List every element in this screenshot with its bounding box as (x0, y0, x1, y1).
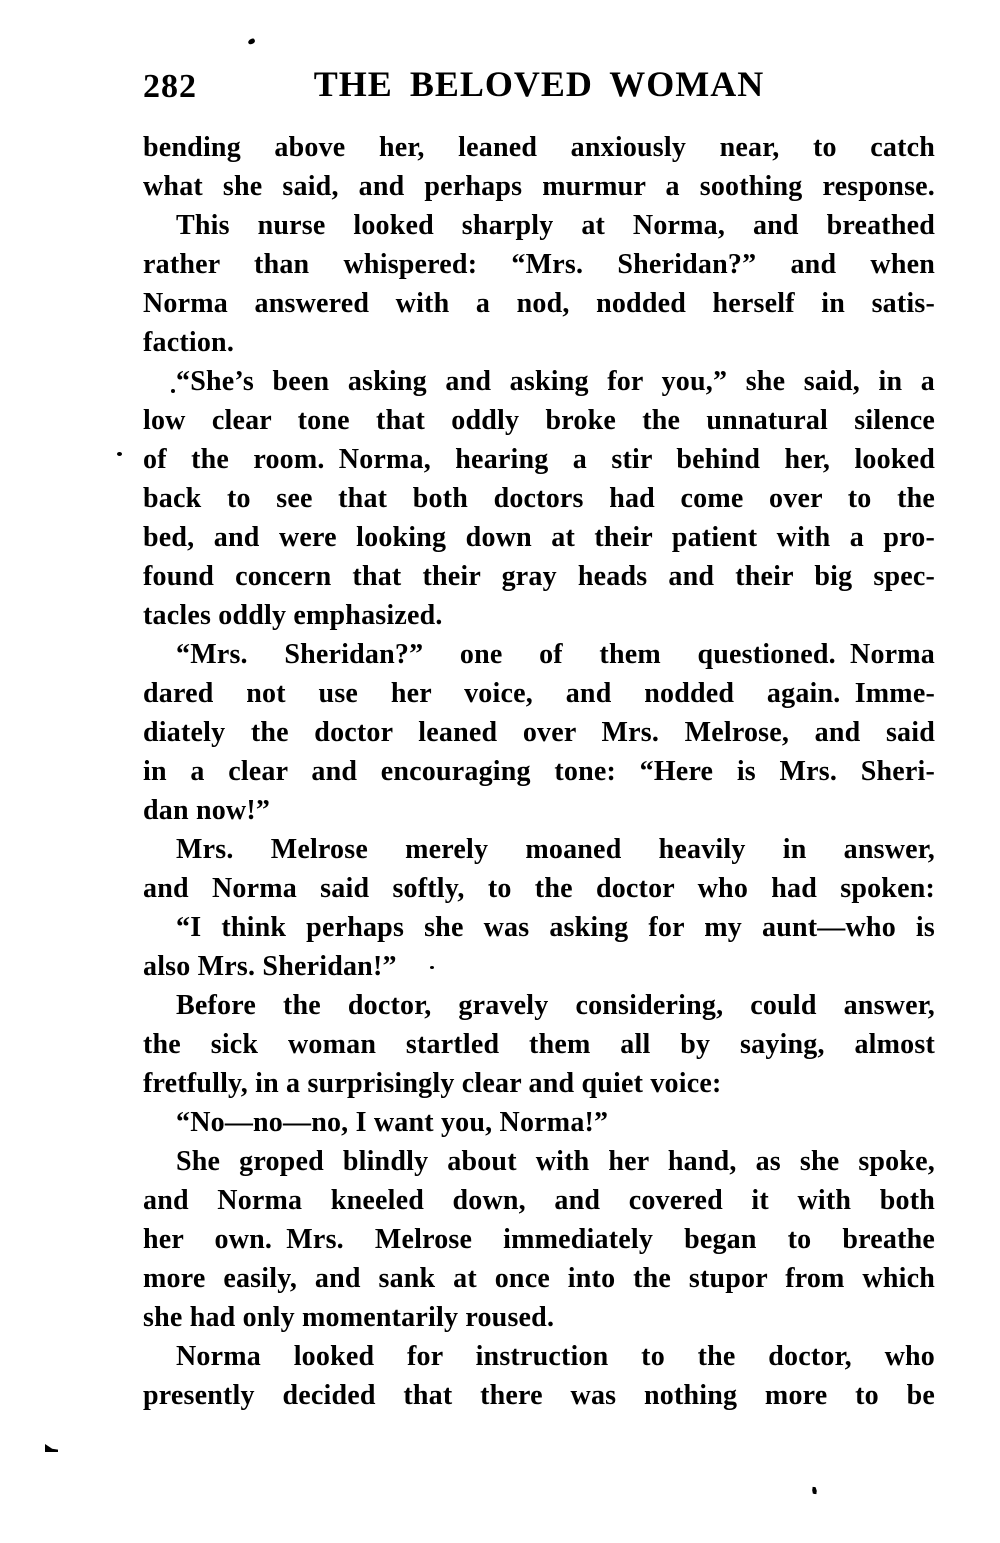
ink-speck (430, 966, 434, 969)
page-number: 282 (143, 68, 197, 105)
text-line: her own. Mrs. Melrose immediately began to breathe (143, 1224, 935, 1255)
text-line: Mrs. Melrose merely moaned heavily in answer, (176, 834, 935, 865)
page-header (143, 66, 935, 106)
text-line: rather than whispered: “Mrs. Sheridan?” and when (143, 249, 935, 280)
text-line: in a clear and encouraging tone: “Here is Mrs. Sheri- (143, 756, 935, 787)
ink-speck (45, 1444, 58, 1452)
text-line: “She’s been asking and asking for you,” she said, in a (176, 366, 935, 397)
text-line: and Norma kneeled down, and covered it with both (143, 1185, 935, 1216)
text-line: tacles oddly emphasized. (143, 600, 443, 631)
text-line: dared not use her voice, and nodded again. Imme- (143, 678, 935, 709)
ink-speck (247, 38, 255, 45)
text-line: low clear tone that oddly broke the unnatural silence (143, 405, 935, 436)
ink-speck (171, 389, 175, 393)
ink-speck (811, 1487, 817, 1495)
running-title: THE BELOVED WOMAN (313, 64, 765, 104)
text-line: of the room. Norma, hearing a stir behind her, looked (143, 444, 935, 475)
text-line: found concern that their gray heads and their big spec- (143, 561, 935, 592)
text-line: dan now!” (143, 795, 271, 826)
text-block (143, 128, 935, 1415)
text-line: she had only momentarily roused. (143, 1302, 555, 1333)
ink-speck (117, 452, 122, 456)
text-line: also Mrs. Sheridan!” (143, 951, 397, 982)
text-line: Norma answered with a nod, nodded herself in satis- (143, 288, 935, 319)
text-line: more easily, and sank at once into the stupor from which (143, 1263, 935, 1294)
text-line: the sick woman startled them all by saying, almost (143, 1029, 935, 1060)
text-line: “I think perhaps she was asking for my aunt—who is (176, 912, 935, 943)
text-line: Norma looked for instruction to the doctor, who (176, 1341, 935, 1372)
text-line: This nurse looked sharply at Norma, and breathed (176, 210, 935, 241)
text-line: “Mrs. Sheridan?” one of them questioned. Norma (176, 639, 935, 670)
text-line: fretfully, in a surprisingly clear and quiet voice: (143, 1068, 722, 1099)
text-line: presently decided that there was nothing more to be (143, 1380, 935, 1411)
text-line: bed, and were looking down at their patient with a pro- (143, 522, 935, 553)
text-line: Before the doctor, gravely considering, could answer, (176, 990, 935, 1021)
text-line: “No—no—no, I want you, Norma!” (176, 1107, 609, 1138)
text-line: diately the doctor leaned over Mrs. Melrose, and said (143, 717, 935, 748)
text-line: back to see that both doctors had come over to the (143, 483, 935, 514)
text-line: faction. (143, 327, 235, 358)
text-line: bending above her, leaned anxiously near, to catch (143, 132, 935, 163)
text-line: and Norma said softly, to the doctor who had spoken: (143, 873, 935, 904)
text-line: what she said, and perhaps murmur a soothing response. (143, 171, 935, 202)
text-line: She groped blindly about with her hand, as she spoke, (176, 1146, 935, 1177)
